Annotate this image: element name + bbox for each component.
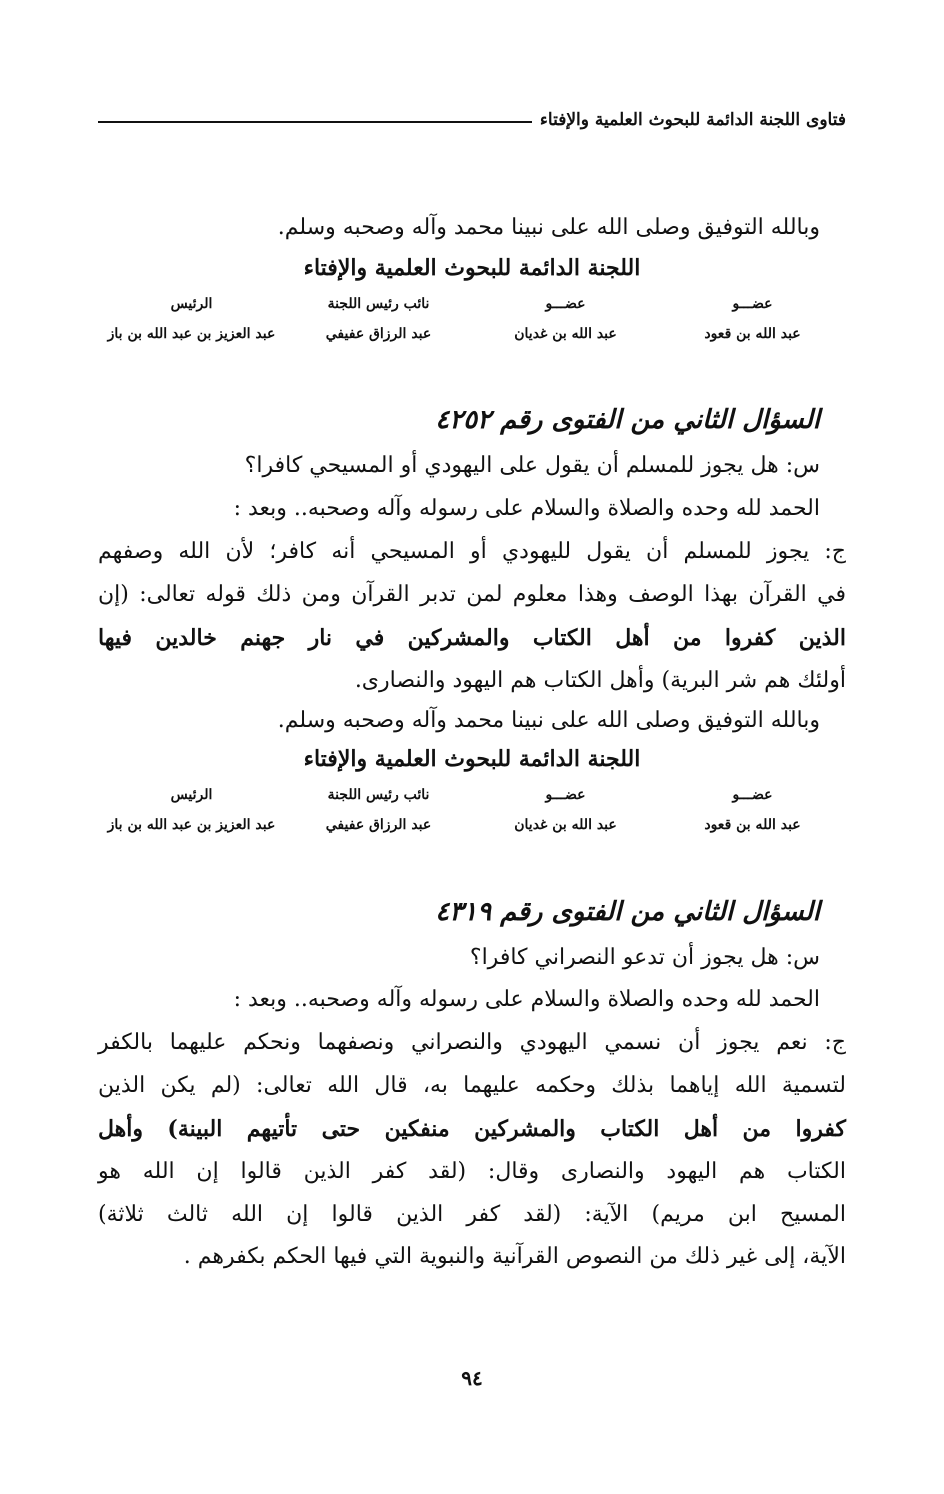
question-text: س: هل يجوز أن تدعو النصراني كافرا؟ <box>469 945 820 970</box>
signatory-name: عبد الله بن غديان <box>514 817 617 833</box>
answer-line: في القرآن بهذا الوصف وهذا معلوم لمن تدبر القرآن ومن ذلك قوله تعالى: (إن <box>98 582 847 607</box>
signatory-name: عبد العزيز بن عبد الله بن باز <box>107 326 276 342</box>
answer-line: لتسمية الله إياهما بذلك وحكمه عليهما به، قال الله تعالى: (لم يكن الذين <box>98 1073 846 1098</box>
signatories-block <box>98 296 846 342</box>
hamd-line: الحمد لله وحده والصلاة والسلام على رسوله وآله وصحبه.. وبعد : <box>233 496 820 521</box>
signatory-name: عبد الرزاق عفيفي <box>325 817 432 833</box>
signatory-role: نائب رئيس اللجنة <box>327 296 430 312</box>
signatory <box>285 296 472 342</box>
signatory-name: عبد الرزاق عفيفي <box>325 326 432 342</box>
closing-tawfiq: وبالله التوفيق وصلى الله على نبينا محمد وآله وصحبه وسلم. <box>277 708 820 733</box>
signatories-block <box>98 787 846 833</box>
page-number: ٩٤ <box>461 1366 483 1390</box>
answer-line: الكتاب هم اليهود والنصارى وقال: (لقد كفر الذين قالوا إن الله هو <box>98 1159 846 1184</box>
signatory <box>659 787 846 833</box>
signatory <box>472 787 659 833</box>
answer-line: كفروا من أهل الكتاب والمشركين منفكين حتى تأتيهم البينة) وأهل <box>98 1116 846 1142</box>
closing-tawfiq: وبالله التوفيق وصلى الله على نبينا محمد وآله وصحبه وسلم. <box>277 215 820 240</box>
signatory-name: عبد الله بن قعود <box>704 817 801 833</box>
answer-line: ج: يجوز للمسلم أن يقول لليهودي أو المسيحي أنه كافر؛ لأن الله وصفهم <box>98 539 846 564</box>
signatory-name: عبد العزيز بن عبد الله بن باز <box>107 817 276 833</box>
header-title: فتاوى اللجنة الدائمة للبحوث العلمية والإفتاء <box>539 110 846 130</box>
committee-name: اللجنة الدائمة للبحوث العلمية والإفتاء <box>303 746 641 772</box>
signatory-name: عبد الله بن غديان <box>514 326 617 342</box>
signatory-role: عضـــو <box>545 787 586 803</box>
signatory <box>285 787 472 833</box>
answer-line: ج: نعم يجوز أن نسمي اليهودي والنصراني ونصفهما ونحكم عليهما بالكفر <box>98 1030 846 1055</box>
signatory-role: نائب رئيس اللجنة <box>327 787 430 803</box>
signatory <box>98 296 285 342</box>
fatwa-title: السؤال الثاني من الفتوى رقم ٤٢٥٢ <box>435 405 820 435</box>
signatory-role: الرئيس <box>170 787 213 803</box>
signatory <box>472 296 659 342</box>
signatory <box>98 787 285 833</box>
running-header <box>98 100 846 130</box>
answer-line: الذين كفروا من أهل الكتاب والمشركين في نار جهنم خالدين فيها <box>98 625 846 651</box>
signatory-role: عضـــو <box>732 296 773 312</box>
signatory <box>659 296 846 342</box>
fatwa-title: السؤال الثاني من الفتوى رقم ٤٣١٩ <box>435 897 820 927</box>
signatory-name: عبد الله بن قعود <box>704 326 801 342</box>
signatory-role: عضـــو <box>732 787 773 803</box>
answer-line: المسيح ابن مريم) الآية: (لقد كفر الذين قالوا إن الله ثالث ثلاثة) <box>98 1202 846 1227</box>
committee-name: اللجنة الدائمة للبحوث العلمية والإفتاء <box>303 255 641 281</box>
answer-line: أولئك هم شر البرية) وأهل الكتاب هم اليهود والنصارى. <box>354 668 846 693</box>
hamd-line: الحمد لله وحده والصلاة والسلام على رسوله وآله وصحبه.. وبعد : <box>233 987 820 1012</box>
signatory-role: الرئيس <box>170 296 213 312</box>
signatory-role: عضـــو <box>545 296 586 312</box>
question-text: س: هل يجوز للمسلم أن يقول على اليهودي أو المسيحي كافرا؟ <box>244 453 820 478</box>
header-rule <box>98 121 532 123</box>
answer-line: الآية، إلى غير ذلك من النصوص القرآنية والنبوية التي فيها الحكم بكفرهم . <box>183 1244 846 1269</box>
